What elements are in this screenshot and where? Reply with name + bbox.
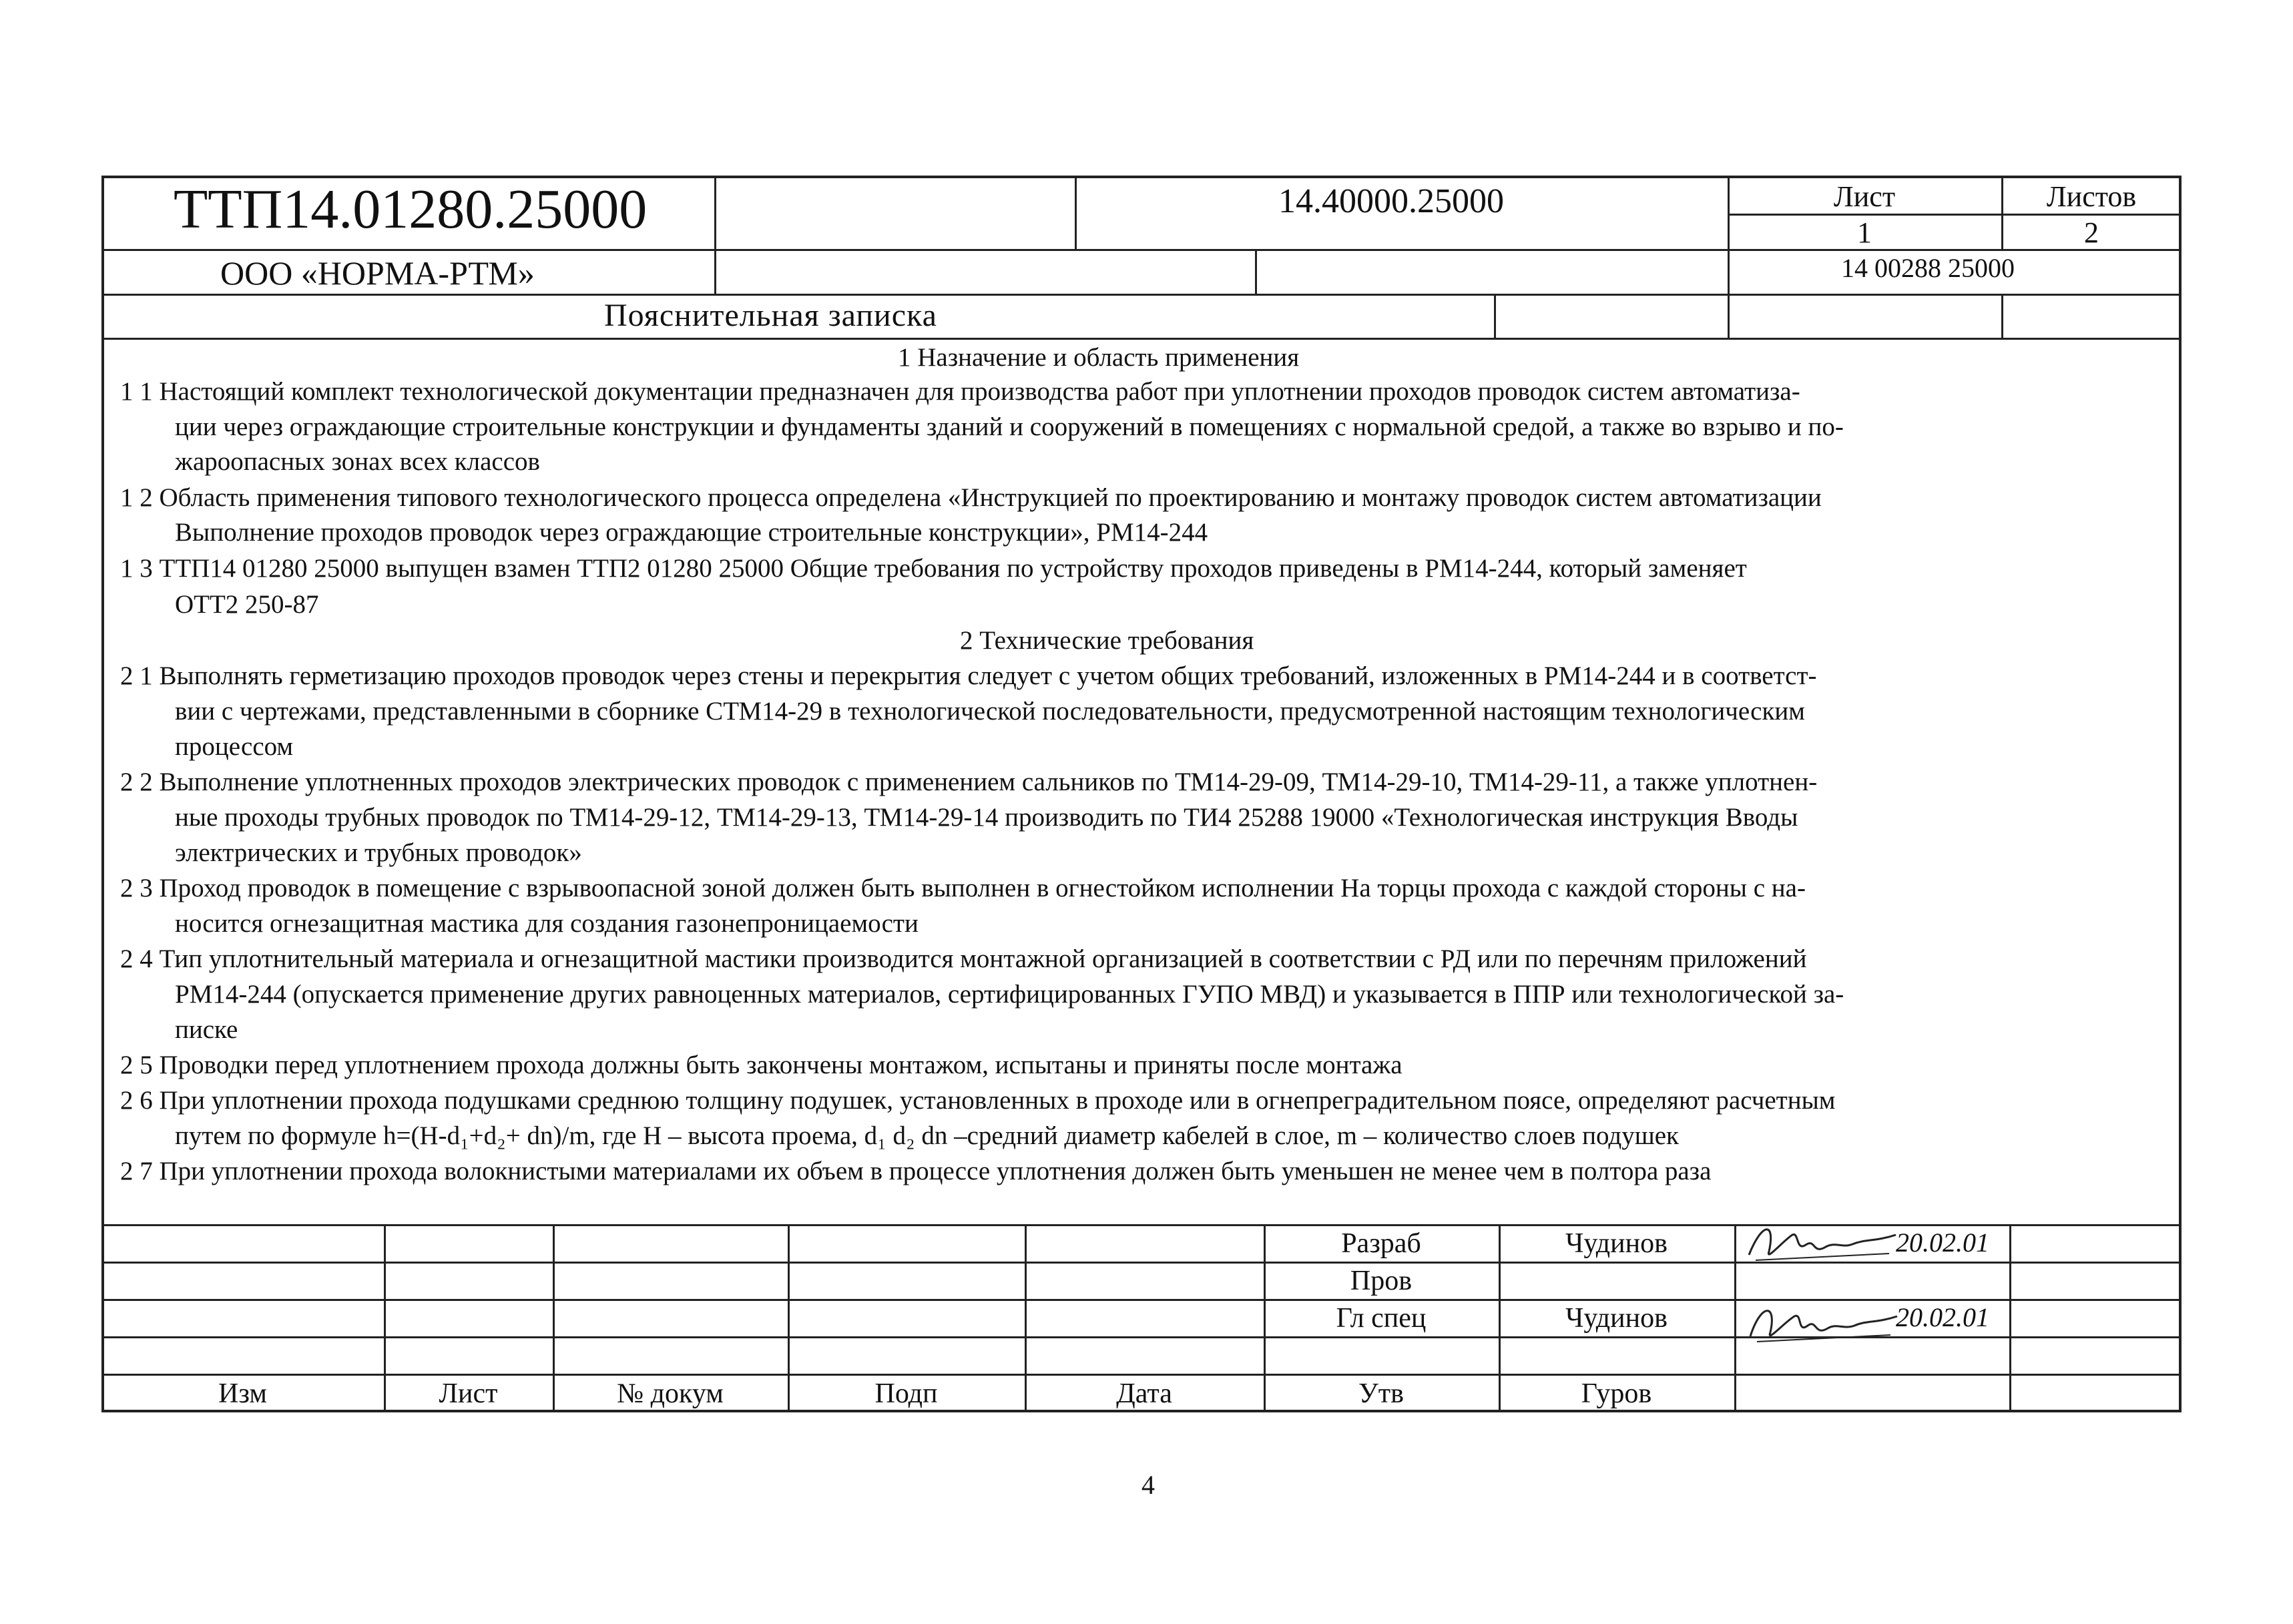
body-line: 2 3 Проход проводок в помещение с взрывоопасной зоной должен быть выполнен в огнестойком исполнении На торцы прохода с каждой стороны с на- [120,874,1806,902]
header-divider [2001,294,2003,338]
role-checker: Пров [1350,1266,1413,1296]
signature-developer [1742,1215,1902,1268]
role-chief-specialist: Гл спец [1336,1303,1427,1334]
col-date: Дата [1116,1378,1172,1409]
body-line: Выполнение проходов проводок через ограждающие строительные конструкции», РМ14-244 [175,518,1208,547]
signature-chief-specialist [1742,1295,1902,1348]
body-line: жароопасных зонах всех классов [175,447,540,476]
body-line: 1 1 Настоящий комплект технологической документации предназначен для производства работ при уплотнении проходов проводок систем автоматиза- [120,377,1800,406]
header-divider [1494,294,1496,338]
body-line: ные проходы трубных проводок по ТМ14-29-12, ТМ14-29-13, ТМ14-29-14 производить по ТИ4 25288 19000 «Технологическая инструкция Вводы [175,803,1798,832]
header-divider [1255,249,1257,294]
body-line: ОТТ2 250-87 [175,590,319,619]
org-name: ООО «НОРМА-РТМ» [220,254,535,292]
col-izm: Изм [218,1378,267,1409]
body-line: носится огнезащитная мастика для создания газонепроницаемости [175,909,919,938]
header-line [101,249,2182,251]
body-line: писке [175,1015,238,1044]
stamp-divider [2009,1224,2011,1412]
sheet-label: Лист [1833,180,1896,213]
body-line: путем по формуле h=(H-d₁+d₂+ dn)/m, где H – высота проема, d₁ d₂ dn –средний диаметр кабелей в слое, m – количество слоев подушек [175,1121,1679,1150]
col-doc-number: № докум [617,1378,724,1409]
body-line: электрических и трубных проводок» [175,838,582,867]
sign-date-developer: 20.02.01 [1896,1228,1989,1258]
sheet-number: 1 [1857,216,1872,249]
name-developer: Чудинов [1565,1228,1668,1259]
col-approved: Утв [1358,1378,1404,1409]
body-line: 2 1 Выполнять герметизацию проходов проводок через стены и перекрытия следует с учетом общих требований, изложенных в РМ14-244 и в соответст- [120,661,1817,690]
page-number: 4 [1141,1470,1155,1500]
stamp-divider [1734,1224,1736,1412]
body-line: 2 5 Проводки перед уплотнением прохода должны быть закончены монтажом, испытаны и приняты после монтажа [120,1051,1403,1079]
sheets-count: 2 [2084,216,2099,249]
org-code: 14 00288 25000 [1841,253,2015,283]
header-line [101,294,2182,296]
body-line: 1 2 Область применения типового технологического процесса определена «Инструкцией по проектированию и монтажу проводок систем автоматизации [120,483,1822,512]
role-developer: Разраб [1341,1228,1421,1259]
col-approver-name: Гуров [1581,1378,1652,1409]
body-line: 1 3 ТТП14 01280 25000 выпущен взамен ТТП2 01280 25000 Общие требования по устройству проходов приведены в РМ14-244, который заменяет [120,554,1747,583]
section-2-title: 2 Технические требования [960,626,1254,655]
sign-date-chief-specialist: 20.02.01 [1896,1302,1989,1332]
stamp-line [101,1374,2182,1376]
body-line: 2 2 Выполнение уплотненных проходов электрических проводок с применением сальников по ТМ14-29-09, ТМ14-29-10, ТМ14-29-11, а также уплотнен- [120,768,1818,796]
doc-code: ТТП14.01280.25000 [174,178,648,240]
col-signature: Подп [874,1378,938,1409]
body-line: 2 6 При уплотнении прохода подушками среднюю толщину подушек, установленных в проходе или в огнепреградительном поясе, определяют расчетным [120,1086,1836,1115]
body-line: 2 7 При уплотнении прохода волокнистыми материалами их объем в процессе уплотнения должен быть уменьшен не менее чем в полтора раза [120,1157,1712,1185]
name-chief-specialist: Чудинов [1565,1303,1668,1334]
header-divider [714,176,716,294]
body-line: вии с чертежами, представленными в сборнике СТМ14-29 в технологической последовательности, предусмотренной настоящим технологическим [175,697,1805,726]
header-line [1728,214,2182,216]
body-line: ции через ограждающие строительные конструкции и фундаменты зданий и сооружений в помещениях с нормальной средой, а также во взрыво и по- [175,413,1844,441]
col-list: Лист [439,1378,498,1409]
ref-code: 14.40000.25000 [1278,182,1504,220]
body-line: РМ14-244 (опускается применение других равноценных материалов, сертифицированных ГУПО МВД) и указывается в ППР или технологической за- [175,980,1844,1009]
sheets-label: Листов [2046,180,2137,213]
header-line [101,338,2182,340]
header-divider [1075,176,1077,249]
section-1-title: 1 Назначение и область применения [898,343,1300,372]
body-line: 2 4 Тип уплотнительный материала и огнезащитной мастики производится монтажной организацией в соответствии с РД или по перечням приложений [120,944,1807,973]
document-title: Пояснительная записка [604,298,937,333]
body-line: процессом [175,732,294,761]
